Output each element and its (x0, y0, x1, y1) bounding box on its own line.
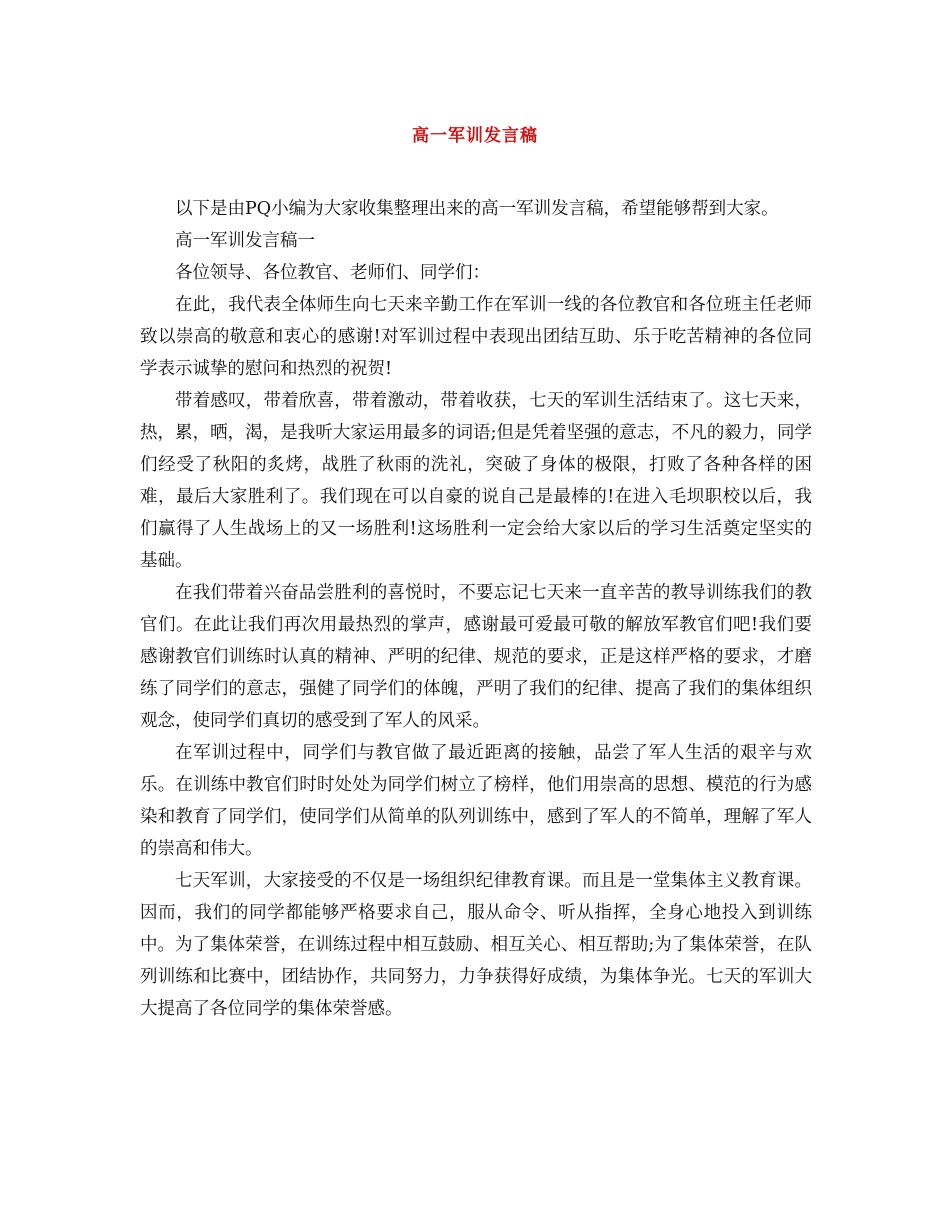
paragraph-summary: 带着感叹，带着欣喜，带着激动，带着收获，七天的军训生活结束了。这七天来，热，累，晒，渴，是我听大家运用最多的词语;但是凭着坚强的意志，不凡的毅力，同学们经受了秋阳的炙烤，战胜了秋雨的洗礼，突破了身体的极限，打败了各种各样的困难，最后大家胜利了。我们现在可以自豪的说自己是最棒的!在进入毛坝职校以后，我们赢得了人生战场上的又一场胜利!这场胜利一定会给大家以后的学习生活奠定坚实的基础。 (140, 391, 812, 571)
paragraph-collective: 七天军训，大家接受的不仅是一场组织纪律教育课。而且是一堂集体主义教育课。因而，我们的同学都能够严格要求自己，服从命令、听从指挥，全身心地投入到训练中。为了集体荣誉，在训练过程中相互鼓励、相互关心、相互帮助;为了集体荣誉，在队列训练和比赛中，团结协作，共同努力，力争获得好成绩，为集体争光。七天的军训大大提高了各位同学的集体荣誉感。 (140, 871, 812, 1019)
paragraph-thanks: 在此，我代表全体师生向七天来辛勤工作在军训一线的各位教官和各位班主任老师致以崇高的敬意和衷心的感谢!对军训过程中表现出团结互助、乐于吃苦精神的各位同学表示诚挚的慰问和热烈的祝贺! (140, 295, 812, 379)
document-body (140, 193, 812, 1025)
document-title: 高一军训发言稿 (412, 126, 538, 146)
paragraph-subtitle: 高一军训发言稿一 (175, 231, 315, 251)
paragraph-intro: 以下是由PQ小编为大家收集整理出来的高一军训发言稿，希望能够帮到大家。 (175, 199, 779, 219)
paragraph-instructors: 在我们带着兴奋品尝胜利的喜悦时，不要忘记七天来一直辛苦的教导训练我们的教官们。在此让我们再次用最热烈的掌声，感谢最可爱最可敬的解放军教官们吧!我们要感谢教官们训练时认真的精神、严明的纪律、规范的要求，正是这样严格的要求，才磨练了同学们的意志，强健了同学们的体魄，严明了我们的纪律、提高了我们的集体组织观念，使同学们真切的感受到了军人的风采。 (140, 583, 812, 731)
paragraph-contact: 在军训过程中，同学们与教官做了最近距离的接触，品尝了军人生活的艰辛与欢乐。在训练中教官们时时处处为同学们树立了榜样，他们用崇高的思想、模范的行为感染和教育了同学们，使同学们从简单的队列训练中，感到了军人的不简单，理解了军人的崇高和伟大。 (140, 743, 812, 859)
paragraph-salutation: 各位领导、各位教官、老师们、同学们： (175, 263, 490, 283)
